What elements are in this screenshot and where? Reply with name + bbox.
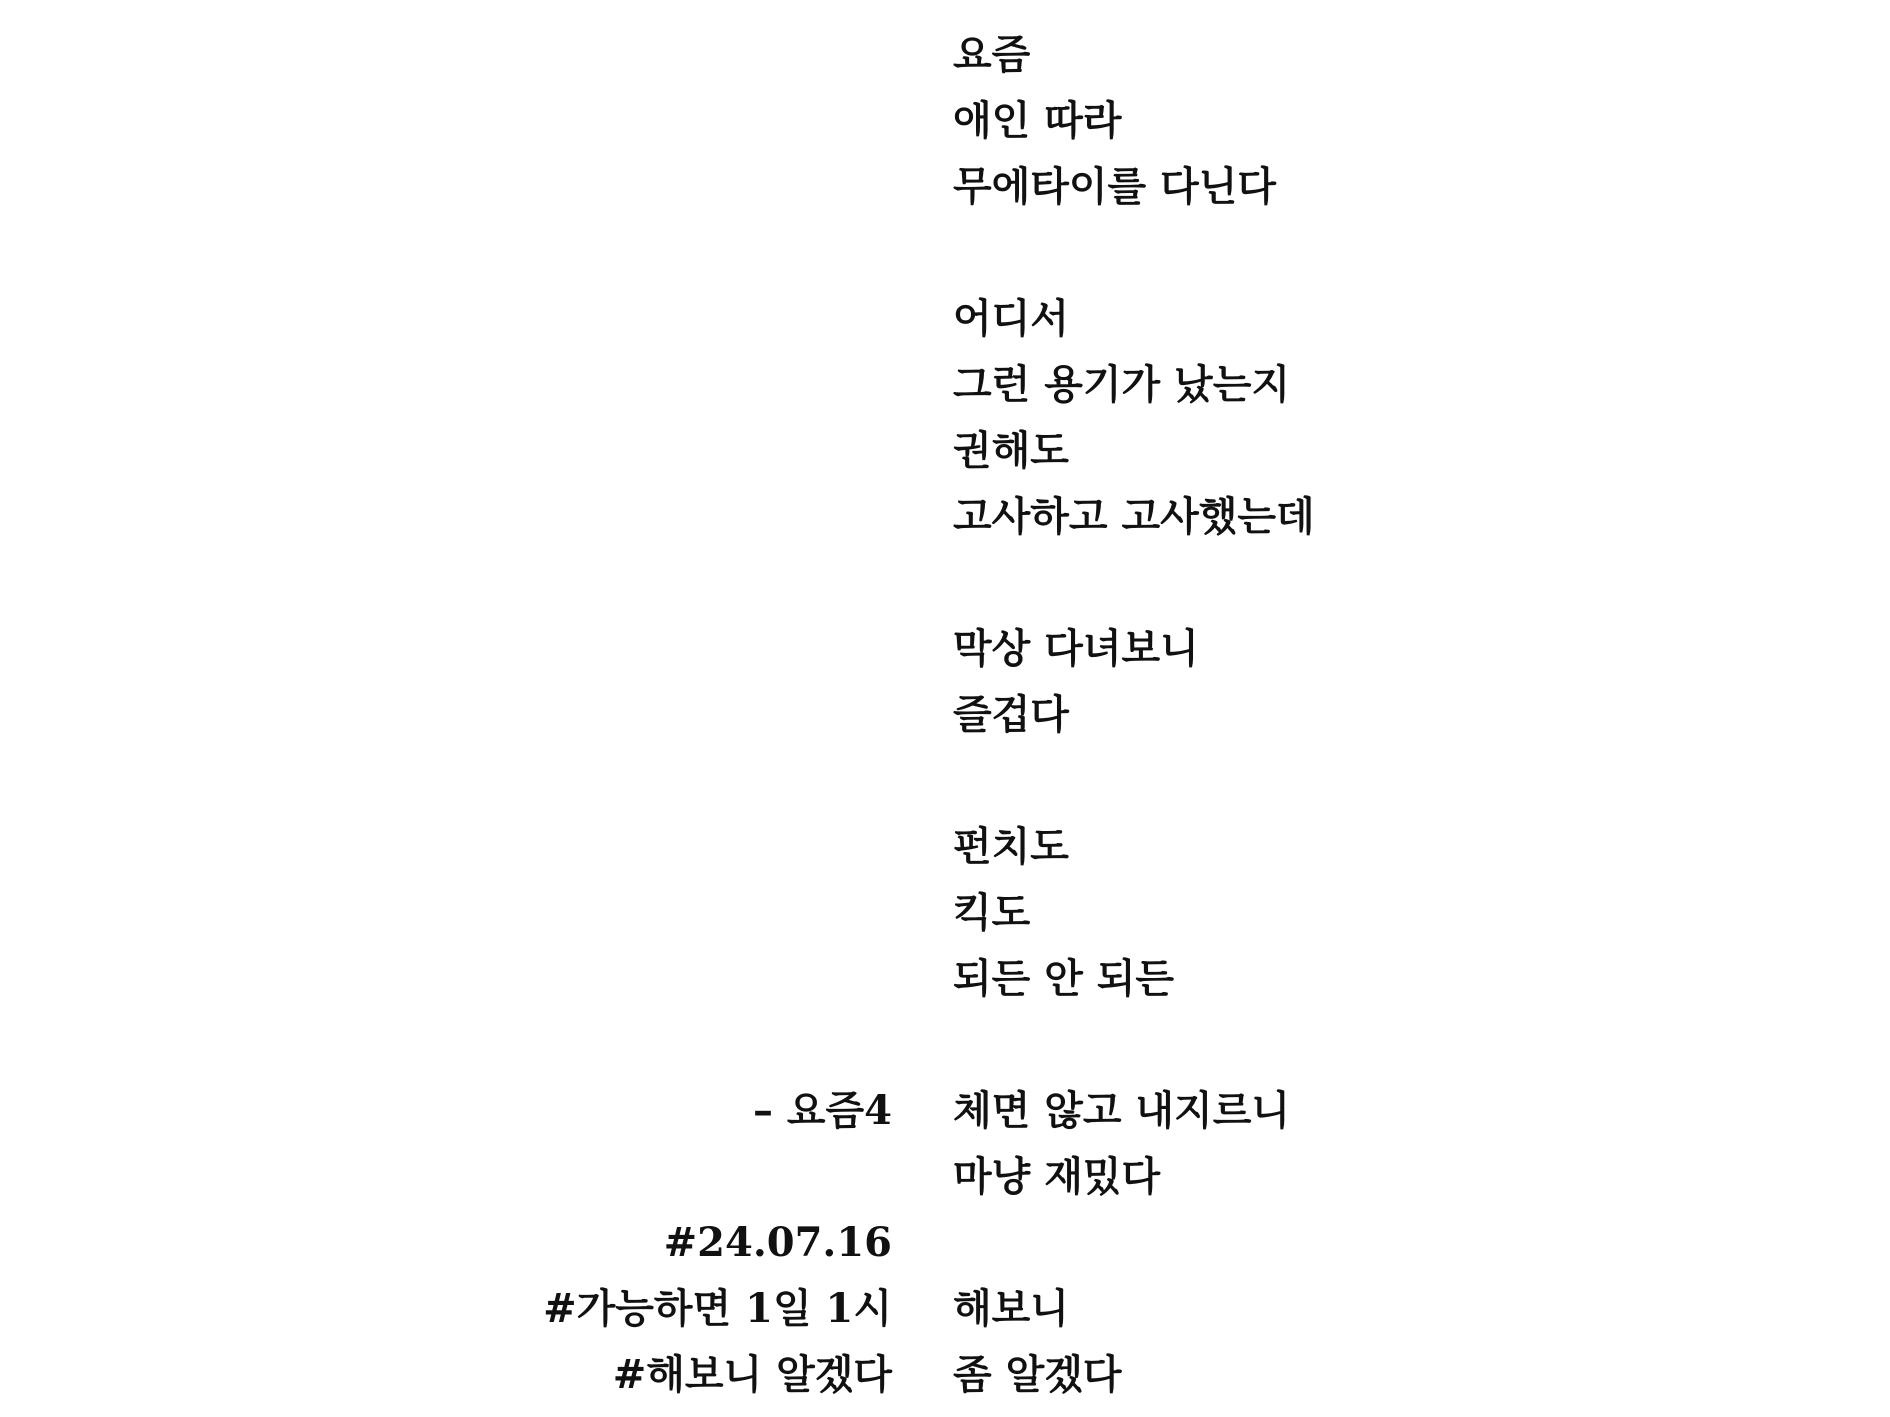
poem-title: – 요즘4 [752, 1087, 892, 1134]
poem-line: 마냥 재밌다 [953, 1153, 1161, 1200]
poem-line: 되든 안 되든 [953, 955, 1175, 1002]
stanza-6 [953, 1276, 1853, 1408]
stanza-break [953, 220, 1853, 286]
poem-line: 펀치도 [953, 823, 1069, 870]
poem-line: 체면 않고 내지르니 [953, 1087, 1290, 1134]
stanza-4 [953, 814, 1853, 1012]
poem-line: 킥도 [953, 889, 1031, 936]
poem-line: 좀 알겠다 [953, 1351, 1122, 1398]
stanza-break [953, 1210, 1853, 1276]
hashtag: #해보니 알겠다 [612, 1351, 892, 1398]
poem-date-tag: #24.07.16 [663, 1219, 892, 1266]
poem-line: 즐겁다 [953, 691, 1069, 738]
poem-line: 요즘 [953, 31, 1031, 78]
poem-line: 그런 용기가 났는지 [953, 361, 1290, 408]
poem-line: 고사하고 고사했는데 [953, 493, 1315, 540]
stanza-break [953, 748, 1853, 814]
poem-line: 애인 따라 [953, 97, 1122, 144]
poem-body [953, 22, 1853, 1408]
stanza-break [953, 1012, 1853, 1078]
poem-line: 무에타이를 다닌다 [953, 163, 1277, 210]
poem-line: 어디서 [953, 295, 1069, 342]
stanza-2 [953, 286, 1853, 550]
stanza-5 [953, 1078, 1853, 1210]
hashtag: #가능하면 1일 1시 [543, 1285, 892, 1332]
stanza-3 [953, 616, 1853, 748]
stanza-break [953, 550, 1853, 616]
poem-line: 해보니 [953, 1285, 1069, 1332]
stanza-1 [953, 22, 1853, 220]
poem-line: 막상 다녀보니 [953, 625, 1199, 672]
poem-line: 권해도 [953, 427, 1069, 474]
